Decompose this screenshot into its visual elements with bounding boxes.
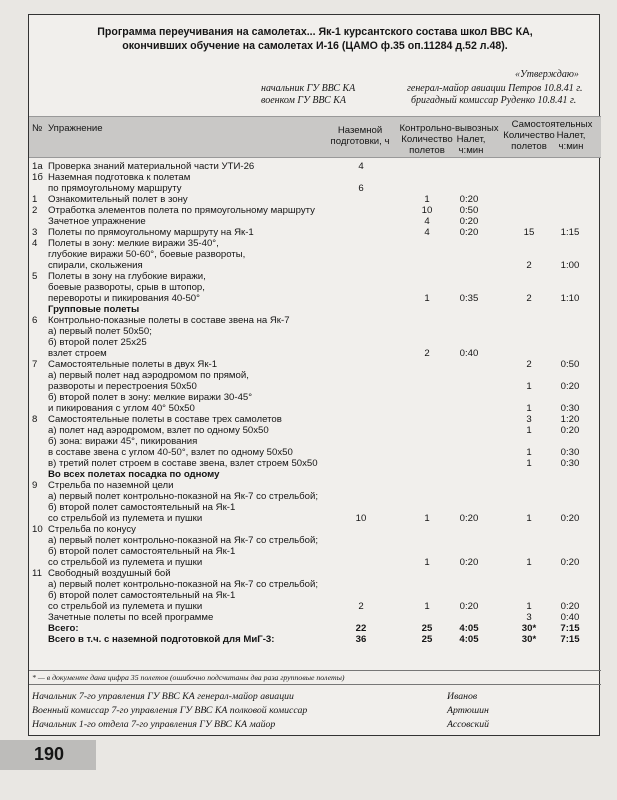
row-number: 8 bbox=[32, 414, 38, 425]
row-solo-count: 1 bbox=[526, 557, 532, 568]
signature-role: Начальник 1-го отдела 7-го управления ГУ ВВС КА майор bbox=[32, 719, 276, 730]
signature-name: Артюшин bbox=[447, 705, 489, 716]
row-number: 9 bbox=[32, 480, 38, 491]
row-exercise: со стрельбой из пулемета и пушки bbox=[48, 601, 203, 612]
table-row bbox=[29, 315, 601, 326]
table-row bbox=[29, 590, 601, 601]
row-exercise: Стрельба по конусу bbox=[48, 524, 136, 535]
row-exercise: б) второй полет в зону: мелкие виражи 30-45° bbox=[48, 392, 253, 403]
row-exercise: глубокие виражи 50-60°, боевые развороты, bbox=[48, 249, 246, 260]
table-row bbox=[29, 227, 601, 238]
row-exercise: б) зона: виражи 45°, пикирования bbox=[48, 436, 198, 447]
header-dual-time: Налет, ч:мин bbox=[456, 134, 486, 156]
row-dual-count: 25 bbox=[421, 623, 433, 634]
row-solo-count: 1 bbox=[526, 458, 532, 469]
row-solo-count: 3 bbox=[526, 414, 532, 425]
table-row bbox=[29, 172, 601, 183]
approval-right-2: бригадный комиссар Руденко 10.8.41 г. bbox=[411, 95, 577, 106]
row-exercise: спирали, скольжения bbox=[48, 260, 143, 271]
row-exercise: а) первый полет контрольно-показной на Як-7 со стрельбой; bbox=[48, 579, 319, 590]
table-row bbox=[29, 238, 601, 249]
row-ground-hours: 10 bbox=[355, 513, 367, 524]
header-ground: Наземной подготовки, ч bbox=[330, 125, 390, 147]
row-exercise: Самостоятельные полеты в двух Як-1 bbox=[48, 359, 218, 370]
header-dual-count: Количество полетов bbox=[401, 134, 453, 156]
table-row bbox=[29, 612, 601, 623]
row-solo-count: 15 bbox=[523, 227, 535, 238]
row-number: 11 bbox=[32, 568, 42, 579]
table-row bbox=[29, 535, 601, 546]
row-dual-count: 1 bbox=[424, 293, 430, 304]
row-dual-time: 0:20 bbox=[459, 513, 479, 524]
table-row bbox=[29, 282, 601, 293]
table-row bbox=[29, 403, 601, 414]
approval-heading: «Утверждаю» bbox=[515, 69, 579, 80]
table-row bbox=[29, 524, 601, 535]
row-exercise: Полеты в зону на глубокие виражи, bbox=[48, 271, 206, 282]
row-ground-hours: 2 bbox=[358, 601, 364, 612]
row-exercise: Наземная подготовка к полетам bbox=[48, 172, 191, 183]
row-exercise: Контрольно-показные полеты в составе звена на Як-7 bbox=[48, 315, 290, 326]
row-solo-time: 0:30 bbox=[560, 458, 580, 469]
row-exercise: а) первый полет над аэродромом по прямой, bbox=[48, 370, 249, 381]
table-row bbox=[29, 546, 601, 557]
row-solo-time: 1:15 bbox=[560, 227, 580, 238]
divider bbox=[29, 670, 601, 671]
row-exercise: Стрельба по наземной цели bbox=[48, 480, 174, 491]
table-row bbox=[29, 458, 601, 469]
row-dual-time: 4:05 bbox=[459, 634, 479, 645]
row-exercise: б) второй полет самостоятельный на Як-1 bbox=[48, 546, 236, 557]
table-row bbox=[29, 425, 601, 436]
row-ground-hours: 22 bbox=[355, 623, 367, 634]
table-row bbox=[29, 414, 601, 425]
row-dual-time: 0:50 bbox=[459, 205, 479, 216]
row-number: 1а bbox=[32, 161, 43, 172]
row-number: 2 bbox=[32, 205, 38, 216]
row-solo-time: 0:30 bbox=[560, 447, 580, 458]
row-number: 1 bbox=[32, 194, 38, 205]
table-row bbox=[29, 348, 601, 359]
table-section-row bbox=[29, 304, 601, 315]
table-row bbox=[29, 271, 601, 282]
table-row bbox=[29, 392, 601, 403]
row-exercise: перевороты и пикирования 40-50° bbox=[48, 293, 200, 304]
footnote: * — в документе дана цифра 35 полетов (ошибочно подсчитаны два раза групповые полеты) bbox=[32, 673, 345, 682]
row-number: 4 bbox=[32, 238, 38, 249]
table-row bbox=[29, 194, 601, 205]
header-exercise: Упражнение bbox=[48, 123, 103, 134]
row-number: 3 bbox=[32, 227, 38, 238]
row-dual-time: 0:20 bbox=[459, 227, 479, 238]
signature-role: Военный комиссар 7-го управления ГУ ВВС КА полковой комиссар bbox=[32, 705, 308, 716]
row-solo-count: 2 bbox=[526, 293, 532, 304]
table-row bbox=[29, 370, 601, 381]
row-solo-count: 30* bbox=[521, 634, 537, 645]
header-solo: Самостоятельных bbox=[511, 119, 593, 130]
row-number: 10 bbox=[32, 524, 43, 535]
row-solo-time: 0:20 bbox=[560, 557, 580, 568]
row-exercise: Полеты по прямоугольному маршруту на Як-1 bbox=[48, 227, 254, 238]
row-solo-time: 0:20 bbox=[560, 381, 580, 392]
table-row bbox=[29, 557, 601, 568]
table-row bbox=[29, 260, 601, 271]
row-exercise: Полеты в зону: мелкие виражи 35-40°, bbox=[48, 238, 219, 249]
table-row bbox=[29, 216, 601, 227]
row-solo-time: 0:50 bbox=[560, 359, 580, 370]
table-row bbox=[29, 293, 601, 304]
header-num: № bbox=[32, 123, 43, 134]
row-ground-hours: 6 bbox=[358, 183, 364, 194]
table-row bbox=[29, 502, 601, 513]
row-exercise: в составе звена с углом 40-50°, взлет по одному 50х50 bbox=[48, 447, 293, 458]
header-solo-time: Налет, ч:мин bbox=[556, 130, 586, 152]
divider bbox=[29, 684, 601, 685]
row-exercise: Всего: bbox=[48, 623, 79, 634]
row-ground-hours: 4 bbox=[358, 161, 364, 172]
row-number: 5 bbox=[32, 271, 38, 282]
document-frame bbox=[28, 14, 600, 736]
row-exercise: а) первый полет 50х50; bbox=[48, 326, 152, 337]
row-dual-count: 4 bbox=[424, 216, 430, 227]
approval-left-2: военком ГУ ВВС КА bbox=[261, 95, 346, 106]
table-row bbox=[29, 513, 601, 524]
row-dual-count: 2 bbox=[424, 348, 430, 359]
row-solo-time: 0:20 bbox=[560, 425, 580, 436]
row-exercise: развороты и перестроения 50х50 bbox=[48, 381, 197, 392]
title-line-2: окончивших обучение на самолетах И-16 (ЦАМО ф.35 оп.11284 д.52 л.48). bbox=[122, 40, 508, 52]
row-dual-time: 0:20 bbox=[459, 601, 479, 612]
row-dual-count: 10 bbox=[421, 205, 433, 216]
row-solo-count: 2 bbox=[526, 359, 532, 370]
row-exercise: Свободный воздушный бой bbox=[48, 568, 171, 579]
row-exercise: а) первый полет контрольно-показной на Як-7 со стрельбой; bbox=[48, 491, 319, 502]
table-section-row bbox=[29, 469, 601, 480]
table-row bbox=[29, 568, 601, 579]
row-solo-count: 1 bbox=[526, 403, 532, 414]
row-exercise: со стрельбой из пулемета и пушки bbox=[48, 557, 203, 568]
row-exercise: в) третий полет строем в составе звена, взлет строем 50х50 bbox=[48, 458, 318, 469]
row-exercise: а) первый полет контрольно-показной на Як-7 со стрельбой; bbox=[48, 535, 319, 546]
approval-left-1: начальник ГУ ВВС КА bbox=[261, 83, 356, 94]
row-exercise: Отработка элементов полета по прямоугольному маршруту bbox=[48, 205, 315, 216]
row-exercise: Самостоятельные полеты в составе трех самолетов bbox=[48, 414, 282, 425]
row-solo-count: 1 bbox=[526, 447, 532, 458]
approval-right-1: генерал-майор авиации Петров 10.8.41 г. bbox=[407, 83, 583, 94]
row-solo-count: 1 bbox=[526, 425, 532, 436]
row-exercise: б) второй полет самостоятельный на Як-1 bbox=[48, 590, 236, 601]
signature-role: Начальник 7-го управления ГУ ВВС КА генерал-майор авиации bbox=[32, 691, 294, 702]
table-row bbox=[29, 359, 601, 370]
table-row bbox=[29, 326, 601, 337]
row-exercise: Зачетное упражнение bbox=[48, 216, 146, 227]
table-row bbox=[29, 183, 601, 194]
row-solo-time: 7:15 bbox=[560, 623, 580, 634]
header-solo-count: Количество полетов bbox=[503, 130, 555, 152]
row-solo-count: 2 bbox=[526, 260, 532, 271]
row-number: 7 bbox=[32, 359, 38, 370]
table-row bbox=[29, 447, 601, 458]
row-solo-time: 0:40 bbox=[560, 612, 580, 623]
row-dual-time: 0:20 bbox=[459, 194, 479, 205]
title-line-1: Программа переучивания на самолетах... Як-1 курсантского состава школ ВВС КА, bbox=[97, 26, 533, 38]
row-exercise: Во всех полетах посадка по одному bbox=[48, 469, 220, 480]
row-exercise: Ознакомительный полет в зону bbox=[48, 194, 188, 205]
row-exercise: Всего в т.ч. с наземной подготовкой для МиГ-3: bbox=[48, 634, 275, 645]
row-solo-count: 30* bbox=[521, 623, 537, 634]
row-exercise: Проверка знаний материальной части УТИ-26 bbox=[48, 161, 255, 172]
table-row bbox=[29, 436, 601, 447]
row-exercise: со стрельбой из пулемета и пушки bbox=[48, 513, 203, 524]
row-exercise: б) второй полет самостоятельный на Як-1 bbox=[48, 502, 236, 513]
row-exercise: и пикирования с углом 40° 50х50 bbox=[48, 403, 195, 414]
table-row bbox=[29, 205, 601, 216]
row-exercise: по прямоугольному маршруту bbox=[48, 183, 182, 194]
table-row bbox=[29, 579, 601, 590]
row-number: 6 bbox=[32, 315, 38, 326]
table-row bbox=[29, 480, 601, 491]
signature-name: Иванов bbox=[447, 691, 478, 702]
row-ground-hours: 36 bbox=[355, 634, 367, 645]
table-row bbox=[29, 491, 601, 502]
row-dual-count: 4 bbox=[424, 227, 430, 238]
signature-name: Ассовский bbox=[447, 719, 490, 730]
table-section-row bbox=[29, 623, 601, 634]
row-dual-count: 1 bbox=[424, 601, 430, 612]
row-dual-count: 1 bbox=[424, 557, 430, 568]
row-solo-count: 1 bbox=[526, 381, 532, 392]
row-dual-time: 0:20 bbox=[459, 557, 479, 568]
table-row bbox=[29, 381, 601, 392]
row-exercise: взлет строем bbox=[48, 348, 107, 359]
row-solo-time: 7:15 bbox=[560, 634, 580, 645]
table-section-row bbox=[29, 634, 601, 645]
row-solo-time: 0:20 bbox=[560, 601, 580, 612]
page-number: 190 bbox=[34, 744, 65, 764]
row-solo-time: 1:10 bbox=[560, 293, 580, 304]
header-dual: Контрольно-вывозных bbox=[399, 123, 499, 134]
row-exercise: б) второй полет 25х25 bbox=[48, 337, 147, 348]
row-solo-count: 1 bbox=[526, 513, 532, 524]
row-exercise: Групповые полеты bbox=[48, 304, 140, 315]
row-exercise: Зачетные полеты по всей программе bbox=[48, 612, 214, 623]
row-dual-time: 0:40 bbox=[459, 348, 479, 359]
table-row bbox=[29, 161, 601, 172]
row-dual-count: 1 bbox=[424, 194, 430, 205]
table-row bbox=[29, 337, 601, 348]
row-exercise: боевые развороты, срыв в штопор, bbox=[48, 282, 205, 293]
table-row bbox=[29, 601, 601, 612]
row-solo-time: 1:00 bbox=[560, 260, 580, 271]
row-dual-time: 0:35 bbox=[459, 293, 479, 304]
row-dual-count: 1 bbox=[424, 513, 430, 524]
row-number: 1б bbox=[32, 172, 43, 183]
row-solo-time: 1:20 bbox=[560, 414, 580, 425]
row-dual-time: 0:20 bbox=[459, 216, 479, 227]
row-dual-count: 25 bbox=[421, 634, 433, 645]
document-title bbox=[29, 25, 601, 53]
row-solo-count: 3 bbox=[526, 612, 532, 623]
row-solo-count: 1 bbox=[526, 601, 532, 612]
table-header bbox=[29, 116, 601, 158]
row-solo-time: 0:30 bbox=[560, 403, 580, 414]
row-solo-time: 0:20 bbox=[560, 513, 580, 524]
row-exercise: а) полет над аэродромом, взлет по одному 50х50 bbox=[48, 425, 269, 436]
table-row bbox=[29, 249, 601, 260]
row-dual-time: 4:05 bbox=[459, 623, 479, 634]
